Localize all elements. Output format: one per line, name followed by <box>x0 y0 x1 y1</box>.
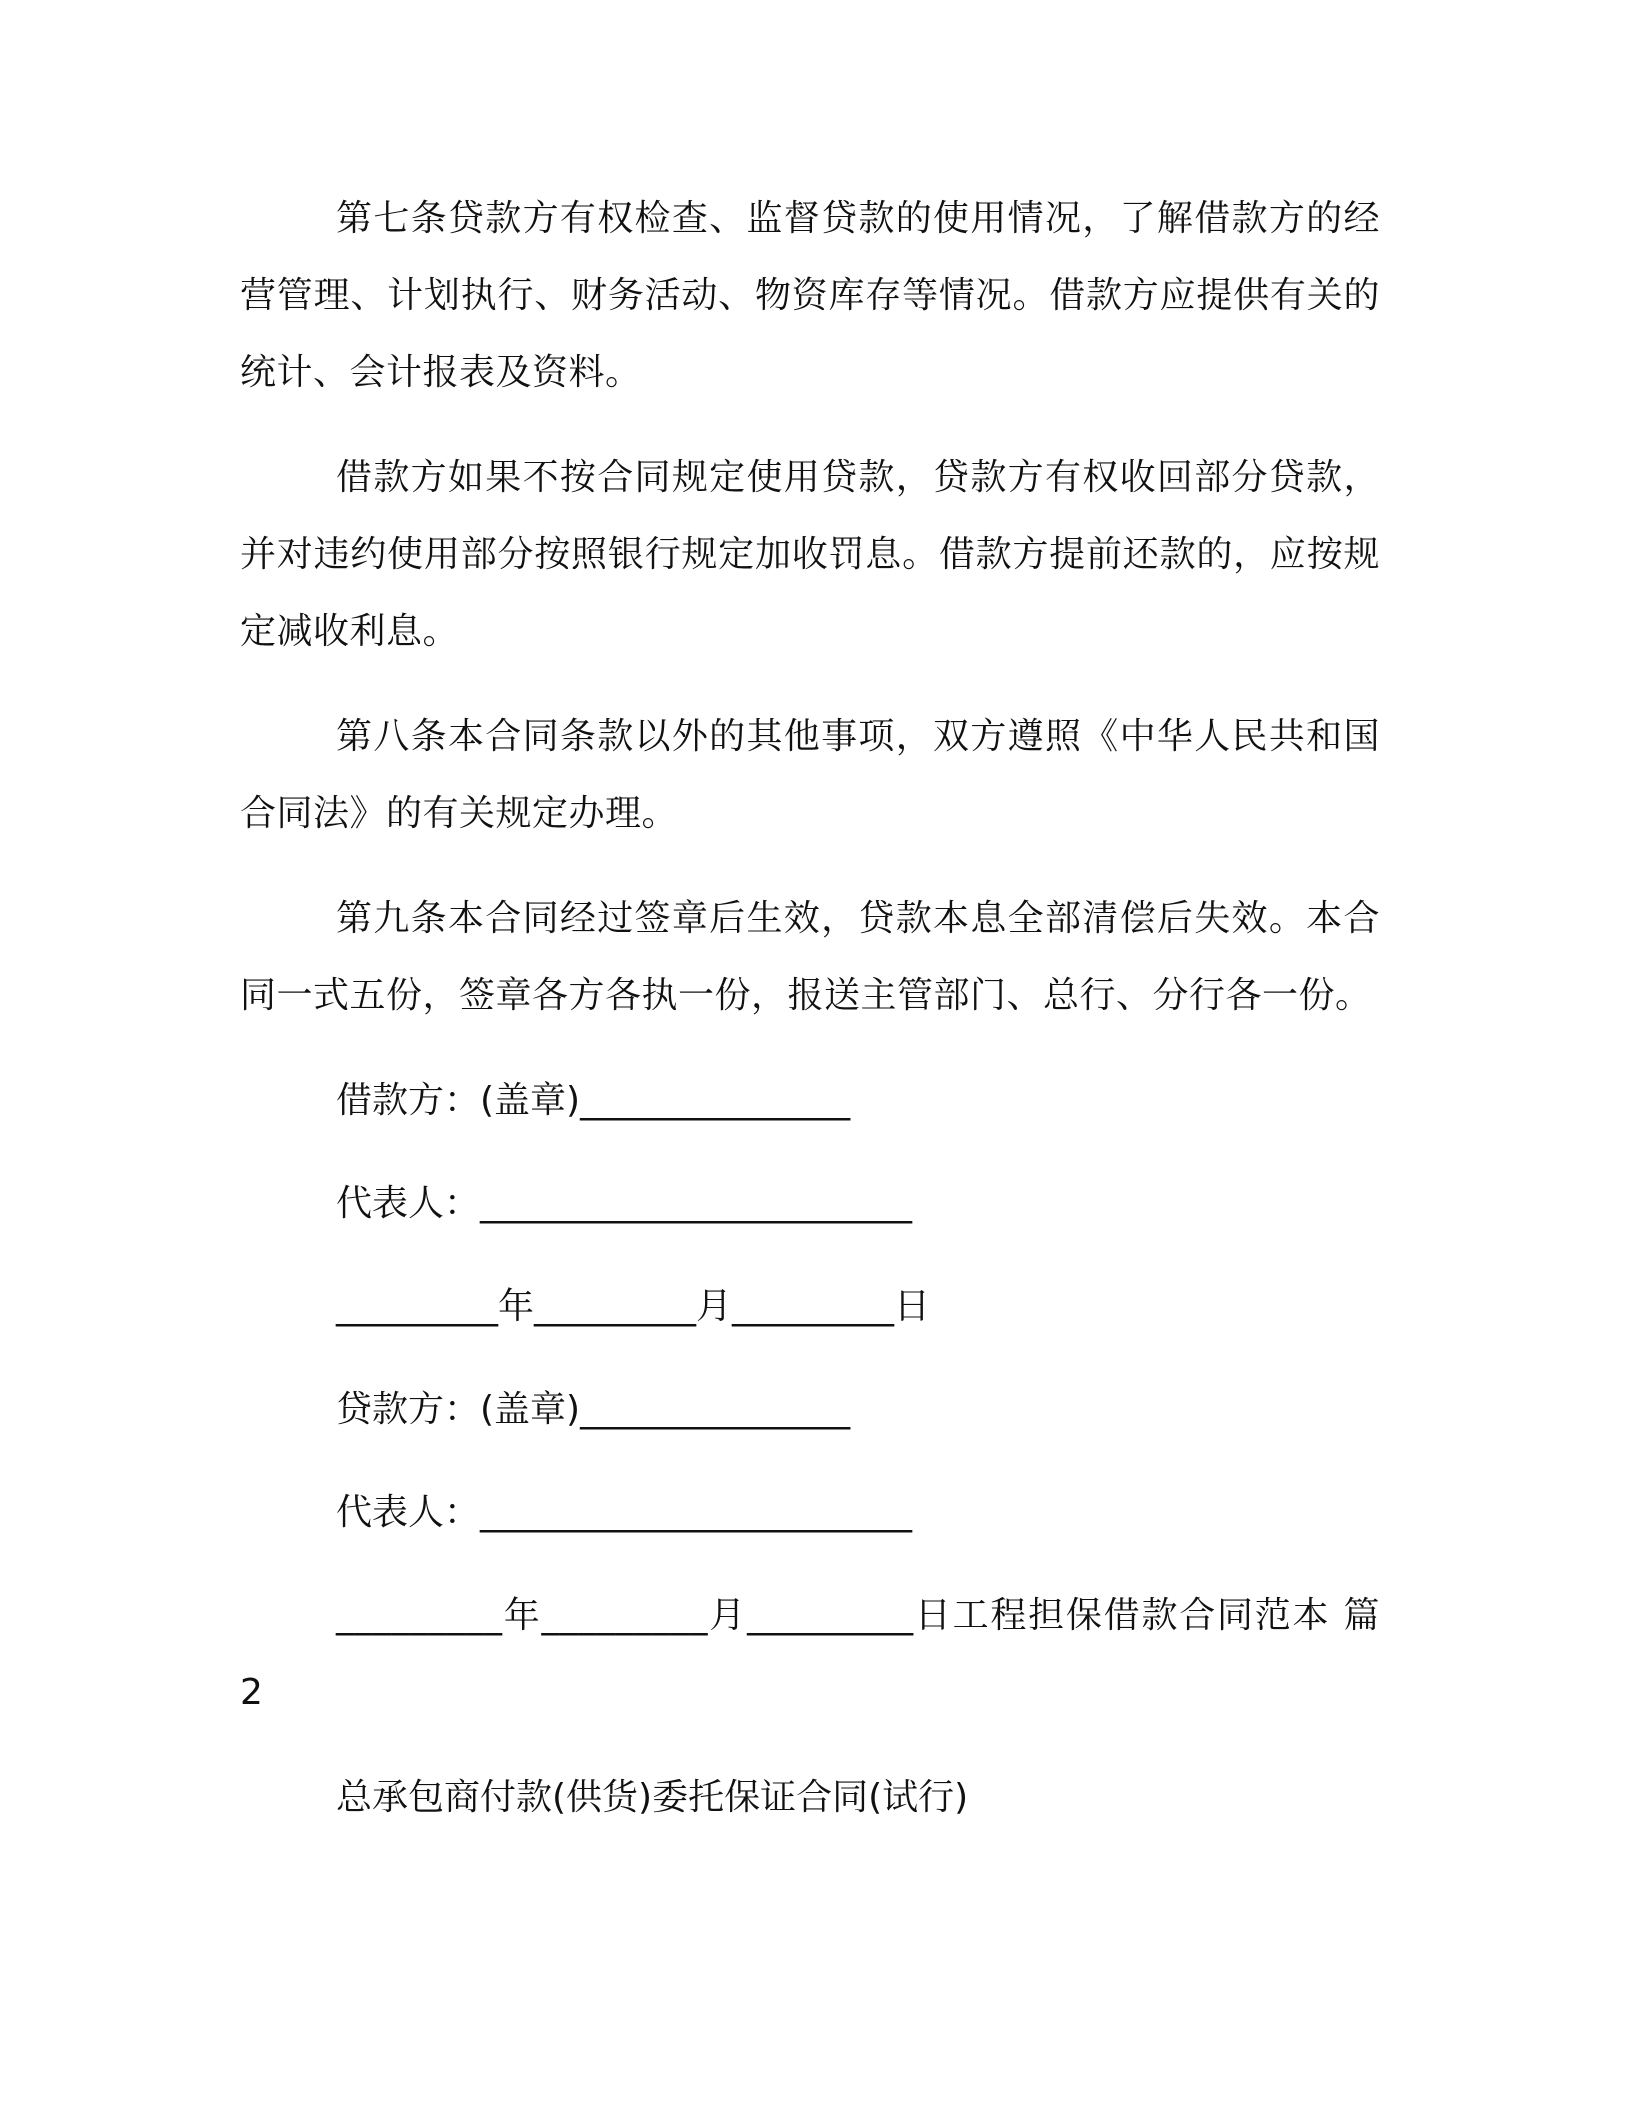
document-page <box>240 180 1380 1862</box>
lender-representative-line: 代表人：________________________ <box>336 1492 913 1533</box>
article-7-paragraph: 第七条贷款方有权检查、监督贷款的使用情况，了解借款方的经营管理、计划执行、财务活动、物资库存等情况。借款方应提供有关的统计、会计报表及资料。 <box>240 198 1380 393</box>
next-contract-title: 总承包商付款(供货)委托保证合同(试行) <box>336 1777 969 1818</box>
article-8-paragraph: 第八条本合同条款以外的其他事项，双方遵照《中华人民共和国合同法》的有关规定办理。 <box>240 716 1380 834</box>
borrower-representative-line: 代表人：________________________ <box>336 1183 913 1224</box>
borrower-seal-line: 借款方：(盖章)_______________ <box>336 1080 851 1121</box>
misuse-penalty-paragraph: 借款方如果不按合同规定使用贷款，贷款方有权收回部分贷款，并对违约使用部分按照银行规定加收罚息。借款方提前还款的，应按规定减收利息。 <box>240 457 1380 652</box>
lender-date-and-section-heading: _________年_________月_________日工程担保借款合同范本 篇2 <box>240 1595 1380 1713</box>
article-9-paragraph: 第九条本合同经过签章后生效，贷款本息全部清偿后失效。本合同一式五份，签章各方各执一份，报送主管部门、总行、分行各一份。 <box>240 898 1380 1016</box>
borrower-date-line: _________年_________月_________日 <box>336 1286 930 1327</box>
lender-seal-line: 贷款方：(盖章)_______________ <box>336 1389 851 1430</box>
